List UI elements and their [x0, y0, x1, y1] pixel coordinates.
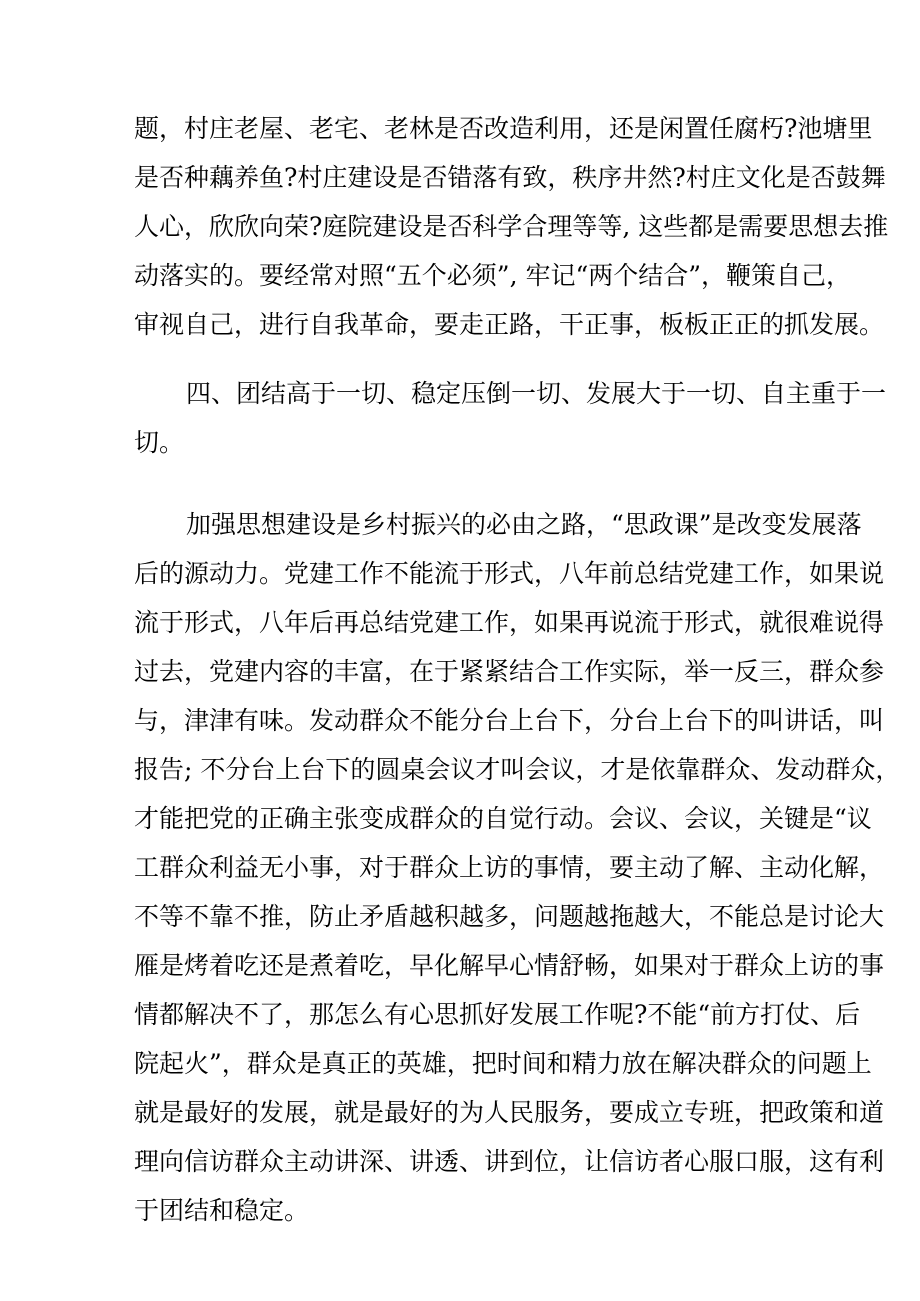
text-line: 后的源动力。党建工作不能流于形式，八年前总结党建工作，如果说	[134, 559, 885, 588]
text-line: 理向信访群众主动讲深、讲透、讲到位，让信访者心服口服，这有利	[134, 1147, 885, 1176]
text-line: 工群众利益无小事，对于群众上访的事情，要主动了解、主动化解，	[134, 853, 885, 882]
text-line: 题，村庄老屋、老宅、老林是否改造利用，还是闲置任腐朽?池塘里	[134, 114, 873, 143]
text-line: 审视自己，进行自我革命，要走正路，干正事，板板正正的抓发展。	[134, 310, 885, 339]
section-heading-line: 切。	[134, 428, 185, 457]
text-line: 流于形式，八年后再总结党建工作，如果再说流于形式，就很难说得	[134, 608, 885, 637]
text-line: 动落实的。要经常对照“五个必须”, 牢记“两个结合”，鞭策自己，	[134, 261, 852, 290]
section-heading-line: 四、团结高于一切、稳定压倒一切、发展大于一切、自主重于一	[186, 379, 887, 408]
text-line: 才能把党的正确主张变成群众的自觉行动。会议、会议，关键是“议	[134, 804, 872, 833]
text-line: 雁是烤着吃还是煮着吃，早化解早心情舒畅，如果对于群众上访的事	[134, 951, 885, 980]
text-line: 不等不靠不推，防止矛盾越积越多，问题越拖越大，不能总是讨论大	[134, 902, 885, 931]
text-line: 人心，欣欣向荣?庭院建设是否科学合理等等, 这些都是需要思想去推	[134, 212, 889, 241]
text-line: 情都解决不了，那怎么有心思抓好发展工作呢?不能“前方打仗、后	[134, 1000, 861, 1029]
text-line: 加强思想建设是乡村振兴的必由之路，“思政课”是改变发展落	[186, 510, 862, 539]
text-line: 过去，党建内容的丰富，在于紧紧结合工作实际，举一反三，群众参	[134, 657, 885, 686]
text-line: 与，津津有味。发动群众不能分台上台下，分台上台下的叫讲话，叫	[134, 706, 885, 735]
text-line: 报告; 不分台上台下的圆桌会议才叫会议，才是依靠群众、发动群众，	[134, 755, 901, 784]
text-line: 院起火”，群众是真正的英雄，把时间和精力放在解决群众的问题上	[134, 1049, 872, 1078]
text-line: 于团结和稳定。	[134, 1196, 310, 1225]
text-line: 就是最好的发展，就是最好的为人民服务，要成立专班，把政策和道	[134, 1098, 885, 1127]
text-line: 是否种藕养鱼?村庄建设是否错落有致，秩序井然?村庄文化是否鼓舞	[134, 163, 886, 192]
